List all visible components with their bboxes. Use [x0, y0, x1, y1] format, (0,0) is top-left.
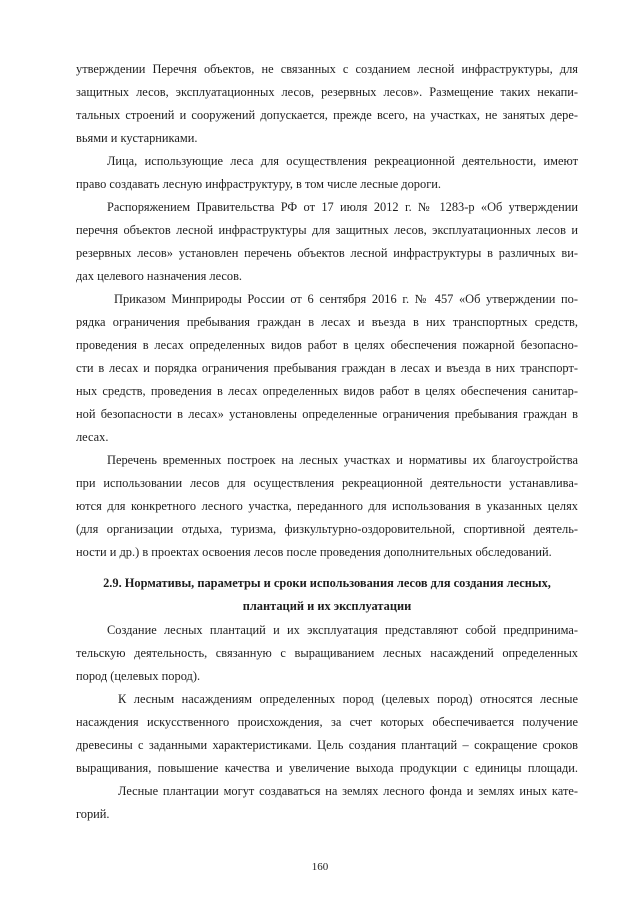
text-line: дах целевого назначения лесов. — [76, 269, 243, 283]
text-line: ной безопасности в лесах» установлены определенные ограничения пребывания граждан в — [76, 407, 578, 421]
text-line: перечня объектов лесной инфраструктуры для защитных лесов, эксплуатационных лесов и — [76, 223, 578, 237]
section-heading-line1: 2.9. Нормативы, параметры и сроки использования лесов для создания лесных, — [103, 576, 551, 590]
text-line: резервных лесов» установлен перечень объектов лесной инфраструктуры в различных ви- — [76, 246, 578, 260]
text-line: ных средств, проведения в лесах определенных видов работ в целях обеспечения санитар- — [76, 384, 578, 398]
text-line: древесины с заданными характеристиками. Цель создания плантаций – сокращение сроков — [76, 738, 578, 752]
text-line: вьями и кустарниками. — [76, 131, 198, 145]
text-line: горий. — [76, 807, 110, 821]
text-line: при использовании лесов для осуществления рекреационной деятельности устанавлива- — [76, 476, 578, 490]
text-line: Создание лесных плантаций и их эксплуатация представляют собой предпринима- — [107, 623, 578, 637]
text-line: рядка ограничения пребывания граждан в лесах и въезда в них транспортных средств, — [76, 315, 578, 329]
text-line: лесах. — [76, 430, 109, 444]
text-line: насаждения искусственного происхождения, за счет которых обеспечивается получение — [76, 715, 578, 729]
section-heading-line2: плантаций и их эксплуатации — [242, 599, 412, 613]
text-line: проведения в лесах определенных видов работ в целях обеспечения пожарной безопасно- — [76, 338, 578, 352]
text-line: ности и др.) в проектах освоения лесов после проведения дополнительных обследований. — [76, 545, 552, 559]
text-line: сти в лесах и порядка ограничения пребывания граждан в лесах и въезда в них транспорт- — [76, 361, 578, 375]
text-line: право создавать лесную инфраструктуру, в том числе лесные дороги. — [76, 177, 442, 191]
text-line: (для организации отдыха, туризма, физкультурно-оздоровительной, спортивной деятель- — [76, 522, 578, 536]
text-line: Перечень временных построек на лесных участках и нормативы их благоустройства — [107, 453, 578, 467]
text-line: К лесным насаждениям определенных пород (целевых пород) относятся лесные — [118, 692, 578, 706]
text-line: тальных строений и сооружений допускается, прежде всего, на участках, не занятых дере- — [76, 108, 578, 122]
text-line: пород (целевых пород). — [76, 669, 201, 683]
text-line: ются для конкретного лесного участка, переданного для использования в указанных целях — [76, 499, 578, 513]
text-line: Лесные плантации могут создаваться на землях лесного фонда и землях иных кате- — [118, 784, 578, 798]
page-number: 160 — [311, 861, 329, 873]
text-line: Распоряжением Правительства РФ от 17 июля 2012 г. № 1283-р «Об утверждении — [107, 200, 578, 214]
text-line: утверждении Перечня объектов, не связанных с созданием лесной инфраструктуры, для — [76, 62, 578, 76]
text-line: Лица, использующие леса для осуществления рекреационной деятельности, имеют — [107, 154, 578, 168]
text-line: защитных лесов, эксплуатационных лесов, резервных лесов». Размещение таких некапи- — [76, 85, 578, 99]
text-line: тельскую деятельность, связанную с выращиванием лесных насаждений определенных — [76, 646, 578, 660]
text-line: Приказом Минприроды России от 6 сентября 2016 г. № 457 «Об утверждении по- — [114, 292, 578, 306]
text-line: выращивания, повышение качества и увеличение выхода продукции с единицы площади. — [76, 761, 578, 775]
